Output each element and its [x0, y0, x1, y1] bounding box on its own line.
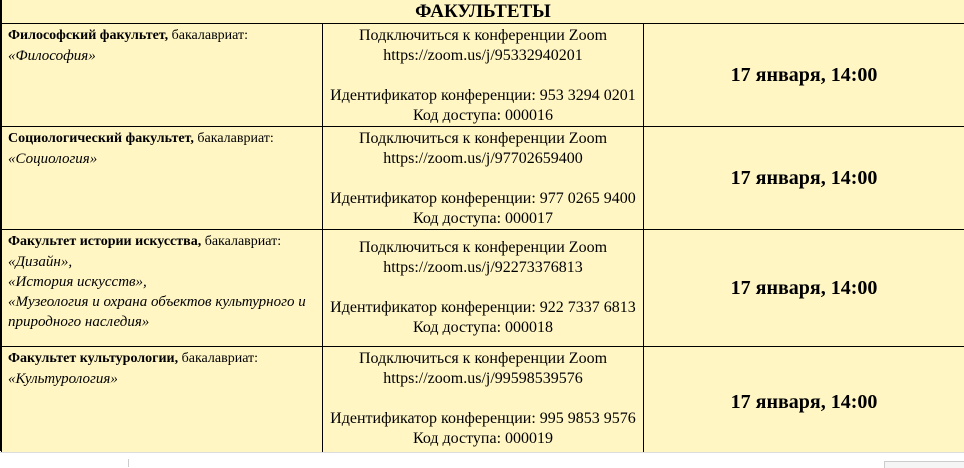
faculty-cell [2, 347, 323, 458]
zoom-link[interactable]: https://zoom.us/j/92273376813 [323, 258, 643, 278]
zoom-cell [323, 24, 644, 127]
table-row [2, 127, 964, 230]
zoom-link[interactable]: https://zoom.us/j/97702659400 [323, 149, 643, 169]
date-cell: 17 января, 14:00 [644, 24, 964, 127]
zoom-connect-label: Подключиться к конференции Zoom [323, 129, 643, 149]
program-name: «Философия» [8, 46, 316, 66]
faculty-name: Социологический факультет, [8, 131, 194, 146]
faculties-table [1, 0, 964, 458]
conference-id: Идентификатор конференции: 922 7337 6813 [323, 298, 643, 318]
zoom-cell [323, 127, 644, 230]
divider [884, 461, 964, 468]
faculty-cell [2, 230, 323, 347]
faculty-name: Факультет истории искусства, [8, 234, 201, 249]
program-name: «Социология» [8, 149, 316, 169]
zoom-link[interactable]: https://zoom.us/j/99598539576 [323, 369, 643, 389]
zoom-link[interactable]: https://zoom.us/j/95332940201 [323, 46, 643, 66]
access-code: Код доступа: 000017 [323, 209, 643, 229]
program-name: «Культурология» [8, 369, 316, 389]
conference-id: Идентификатор конференции: 953 3294 0201 [323, 86, 643, 106]
degree-label: бакалавриат: [201, 234, 281, 249]
page-bottom-edge [0, 452, 964, 467]
zoom-cell [323, 347, 644, 458]
zoom-connect-label: Подключиться к конференции Zoom [323, 238, 643, 258]
table-row [2, 230, 964, 347]
table-title: ФАКУЛЬТЕТЫ [2, 0, 964, 24]
access-code: Код доступа: 000018 [323, 318, 643, 338]
degree-label: бакалавриат: [178, 351, 258, 366]
faculty-name: Факультет культурологии, [8, 351, 178, 366]
faculty-cell [2, 127, 323, 230]
faculty-cell [2, 24, 323, 127]
program-name: «Музеология и охрана объектов культурного и природного наследия» [8, 292, 316, 332]
access-code: Код доступа: 000016 [323, 106, 643, 126]
table-row [2, 24, 964, 127]
degree-label: бакалавриат: [168, 28, 248, 43]
faculty-name: Философский факультет, [8, 28, 168, 43]
degree-label: бакалавриат: [194, 131, 274, 146]
zoom-connect-label: Подключиться к конференции Zoom [323, 26, 643, 46]
zoom-cell [323, 230, 644, 347]
table-row [2, 347, 964, 458]
date-cell: 17 января, 14:00 [644, 127, 964, 230]
zoom-connect-label: Подключиться к конференции Zoom [323, 349, 643, 369]
date-cell: 17 января, 14:00 [644, 347, 964, 458]
date-cell: 17 января, 14:00 [644, 230, 964, 347]
program-name: «История искусств», [8, 272, 316, 292]
conference-id: Идентификатор конференции: 977 0265 9400 [323, 189, 643, 209]
program-name: «Дизайн», [8, 252, 316, 272]
access-code: Код доступа: 000019 [323, 429, 643, 449]
conference-id: Идентификатор конференции: 995 9853 9576 [323, 409, 643, 429]
